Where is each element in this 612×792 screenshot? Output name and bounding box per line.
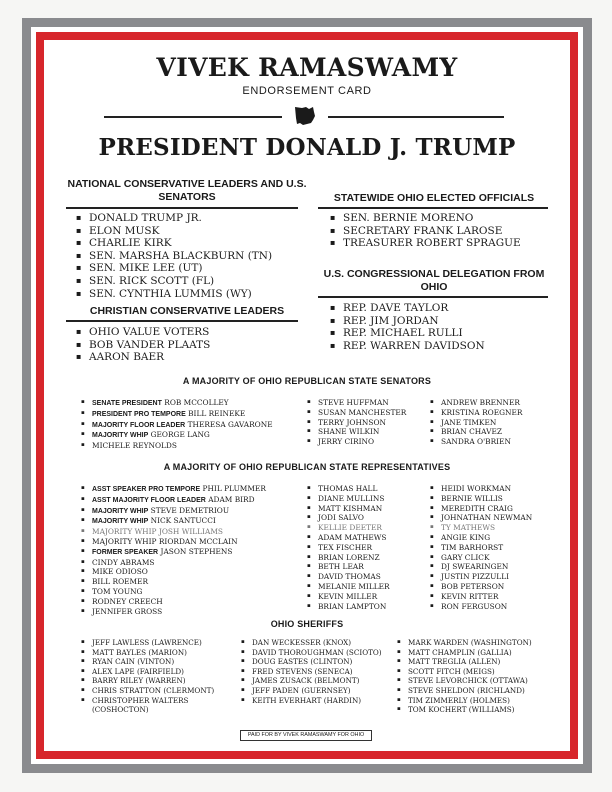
ohio-state-icon (294, 106, 316, 126)
list-item: ▪ TEX FISCHER (306, 543, 390, 553)
list-item: ▪ ANDREW BRENNER (429, 398, 522, 408)
list-item: ▪ STEVE HUFFMAN (306, 398, 406, 408)
list-item: ▪ TREASURER ROBERT SPRAGUE (328, 237, 521, 250)
card-type: ENDORSEMENT CARD (242, 85, 372, 97)
headline-endorser: PRESIDENT DONALD J. TRUMP (98, 134, 516, 161)
list-item: ▪ MATT CHAMPLIN (GALLIA) (396, 648, 566, 658)
list-item: ▪ SCOTT FITCH (MEIGS) (396, 667, 566, 677)
list-item: ▪ ASST MAJORITY FLOOR LEADER ADAM BIRD (80, 495, 266, 506)
list-item: ▪ DONALD TRUMP JR. (74, 212, 272, 225)
christian-list (74, 326, 210, 364)
list-item: ▪ SEN. CYNTHIA LUMMIS (WY) (74, 288, 272, 301)
list-item: ▪ ALEX LAPE (FAIRFIELD) (80, 667, 230, 677)
list-item: ▪ DAN WECKESSER (KNOX) (240, 638, 390, 648)
candidate-name: VIVEK RAMASWAMY (156, 53, 458, 82)
list-item: ▪ REP. DAVE TAYLOR (328, 302, 485, 315)
list-item: ▪ CINDY ABRAMS (80, 558, 266, 568)
sheriffs-col3 (396, 638, 566, 715)
list-item: ▪ MARK WARDEN (WASHINGTON) (396, 638, 566, 648)
list-item: ▪ JODI SALVO (306, 513, 390, 523)
sheriffs-heading: OHIO SHERIFFS (270, 619, 344, 629)
list-item: ▪ MAJORITY WHIP GEORGE LANG (80, 430, 273, 441)
list-item: ▪ FORMER SPEAKER JASON STEPHENS (80, 547, 266, 558)
list-item: ▪ SHANE WILKIN (306, 427, 406, 437)
list-item: ▪ ANGIE KING (429, 533, 532, 543)
list-item: ▪ RON FERGUSON (429, 602, 532, 612)
list-item: ▪ OHIO VALUE VOTERS (74, 326, 210, 339)
list-item: ▪ KELLIE DEETER (306, 523, 390, 533)
list-item: ▪ KEITH EVERHART (HARDIN) (240, 696, 390, 706)
senators-heading: A MAJORITY OF OHIO REPUBLICAN STATE SENATORS (182, 376, 432, 386)
national-heading: NATIONAL CONSERVATIVE LEADERS AND U.S. SENATORS (67, 178, 307, 203)
list-item: ▪ CHARLIE KIRK (74, 237, 272, 250)
paid-for-disclaimer: PAID FOR BY VIVEK RAMASWAMY FOR OHIO (240, 730, 372, 741)
list-item: ▪ SEN. RICK SCOTT (FL) (74, 275, 272, 288)
congress-underline (318, 296, 548, 298)
list-item: ▪ PRESIDENT PRO TEMPORE BILL REINEKE (80, 409, 273, 420)
sheriffs-col2 (240, 638, 390, 705)
list-item: ▪ MIKE ODIOSO (80, 567, 266, 577)
list-item: ▪ RYAN CAIN (VINTON) (80, 657, 230, 667)
list-item: ▪ MAJORITY WHIP STEVE DEMETRIOU (80, 506, 266, 517)
list-item: ▪ TIM BARHORST (429, 543, 532, 553)
header-rule-left (104, 116, 282, 118)
statewide-underline (318, 207, 548, 209)
list-item: ▪ MEREDITH CRAIG (429, 504, 532, 514)
list-item: ▪ BOB PETERSON (429, 582, 532, 592)
list-item: ▪ JAMES ZUSACK (BELMONT) (240, 676, 390, 686)
senators-col3 (429, 398, 522, 447)
list-item: ▪ MATT BAYLES (MARION) (80, 648, 230, 658)
christian-underline (66, 320, 298, 322)
list-item: ▪ GARY CLICK (429, 553, 532, 563)
list-item: ▪ KRISTINA ROEGNER (429, 408, 522, 418)
list-item: ▪ JEFF LAWLESS (LAWRENCE) (80, 638, 230, 648)
list-item: ▪ JUSTIN PIZZULLI (429, 572, 532, 582)
list-item: ▪ ASST SPEAKER PRO TEMPORE PHIL PLUMMER (80, 484, 266, 495)
list-item: ▪ JANE TIMKEN (429, 418, 522, 428)
congress-heading: U.S. CONGRESSIONAL DELEGATION FROM OHIO (323, 268, 545, 293)
list-item: ▪ JENNIFER GROSS (80, 607, 266, 617)
list-item: ▪ BERNIE WILLIS (429, 494, 532, 504)
endorsement-card (44, 40, 570, 751)
list-item: ▪ DAVID THOMAS (306, 572, 390, 582)
list-item: ▪ BETH LEAR (306, 562, 390, 572)
list-item: ▪ AARON BAER (74, 351, 210, 364)
list-item: ▪ REP. JIM JORDAN (328, 315, 485, 328)
statewide-list (328, 212, 521, 250)
christian-heading: CHRISTIAN CONSERVATIVE LEADERS (89, 305, 285, 317)
list-item: ▪ MAJORITY WHIP NICK SANTUCCI (80, 516, 266, 527)
list-item: ▪ TOM KOCHERT (WILLIAMS) (396, 705, 566, 715)
list-item: ▪ TY MATHEWS (429, 523, 532, 533)
list-item: ▪ REP. WARREN DAVIDSON (328, 340, 485, 353)
list-item: ▪ BOB VANDER PLAATS (74, 339, 210, 352)
list-item: ▪ TERRY JOHNSON (306, 418, 406, 428)
list-item: ▪ BRIAN LORENZ (306, 553, 390, 563)
list-item: ▪ TIM ZIMMERLY (HOLMES) (396, 696, 566, 706)
list-item: ▪ SANDRA O'BRIEN (429, 437, 522, 447)
national-underline (66, 207, 298, 209)
list-item: ▪ MAJORITY FLOOR LEADER THERESA GAVARONE (80, 420, 273, 431)
list-item: ▪ CHRISTOPHER WALTERS (COSHOCTON) (80, 696, 230, 715)
list-item: ▪ FRED STEVENS (SENECA) (240, 667, 390, 677)
list-item: ▪ DOUG EASTES (CLINTON) (240, 657, 390, 667)
list-item: ▪ MAJORITY WHIP JOSH WILLIAMS (80, 527, 266, 537)
list-item: ▪ JEFF PADEN (GUERNSEY) (240, 686, 390, 696)
list-item: ▪ SECRETARY FRANK LAROSE (328, 225, 521, 238)
representatives-heading: A MAJORITY OF OHIO REPUBLICAN STATE REPRESENTATIVES (163, 462, 451, 472)
list-item: ▪ HEIDI WORKMAN (429, 484, 532, 494)
list-item: ▪ BRIAN LAMPTON (306, 602, 390, 612)
list-item: ▪ BILL ROEMER (80, 577, 266, 587)
representatives-col1 (80, 484, 266, 616)
header-rule-right (328, 116, 504, 118)
list-item: ▪ KEVIN RITTER (429, 592, 532, 602)
list-item: ▪ TOM YOUNG (80, 587, 266, 597)
representatives-col2 (306, 484, 390, 611)
list-item: ▪ KEVIN MILLER (306, 592, 390, 602)
list-item: ▪ STEVE LEVORCHICK (OTTAWA) (396, 676, 566, 686)
list-item: ▪ MICHELE REYNOLDS (80, 441, 273, 451)
list-item: ▪ BARRY RILEY (WARREN) (80, 676, 230, 686)
list-item: ▪ MAJORITY WHIP RIORDAN MCCLAIN (80, 537, 266, 547)
list-item: ▪ SEN. MIKE LEE (UT) (74, 262, 272, 275)
list-item: ▪ MATT KISHMAN (306, 504, 390, 514)
list-item: ▪ THOMAS HALL (306, 484, 390, 494)
national-list (74, 212, 272, 300)
list-item: ▪ MATT TREGLIA (ALLEN) (396, 657, 566, 667)
list-item: ▪ CHRIS STRATTON (CLERMONT) (80, 686, 230, 696)
list-item: ▪ RODNEY CREECH (80, 597, 266, 607)
list-item: ▪ DJ SWEARINGEN (429, 562, 532, 572)
list-item: ▪ BRIAN CHAVEZ (429, 427, 522, 437)
sheriffs-col1 (80, 638, 230, 715)
senators-col2 (306, 398, 406, 447)
list-item: ▪ REP. MICHAEL RULLI (328, 327, 485, 340)
list-item: ▪ JOHNATHAN NEWMAN (429, 513, 532, 523)
senators-col1 (80, 398, 273, 451)
list-item: ▪ DAVID THOROUGHMAN (SCIOTO) (240, 648, 390, 658)
representatives-col3 (429, 484, 532, 611)
list-item: ▪ SUSAN MANCHESTER (306, 408, 406, 418)
list-item: ▪ ADAM MATHEWS (306, 533, 390, 543)
list-item: ▪ STEVE SHELDON (RICHLAND) (396, 686, 566, 696)
list-item: ▪ JERRY CIRINO (306, 437, 406, 447)
list-item: ▪ ELON MUSK (74, 225, 272, 238)
statewide-heading: STATEWIDE OHIO ELECTED OFFICIALS (333, 192, 535, 204)
list-item: ▪ MELANIE MILLER (306, 582, 390, 592)
list-item: ▪ SENATE PRESIDENT ROB MCCOLLEY (80, 398, 273, 409)
congress-list (328, 302, 485, 352)
list-item: ▪ SEN. BERNIE MORENO (328, 212, 521, 225)
list-item: ▪ DIANE MULLINS (306, 494, 390, 504)
list-item: ▪ SEN. MARSHA BLACKBURN (TN) (74, 250, 272, 263)
